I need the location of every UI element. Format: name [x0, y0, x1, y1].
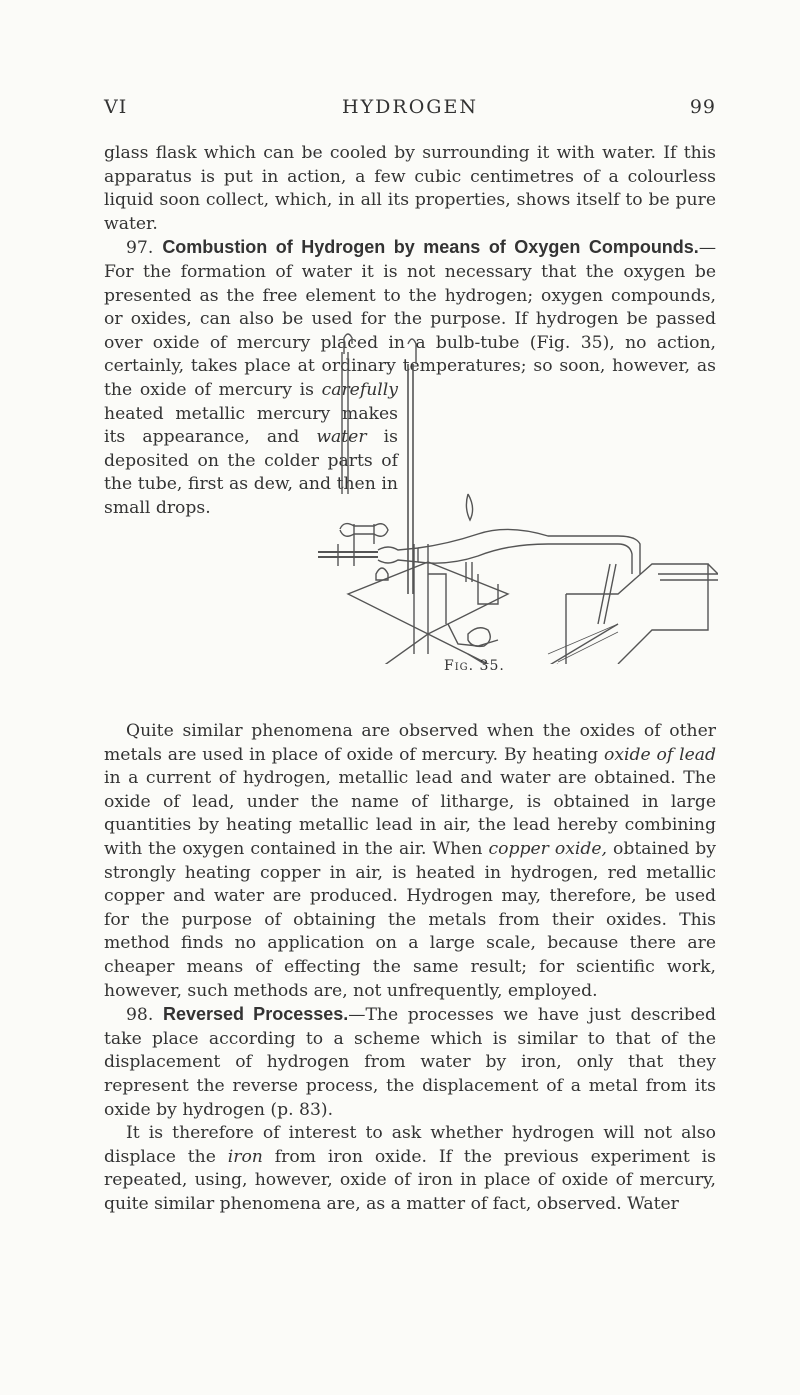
emphasis: copper oxide, — [488, 838, 608, 859]
p2-text-c: obtained by strongly heating copper in air, is heated in hydrogen, red metallic copper and water are produced. Hydrogen may, therefore, be used for the purpose of obtaining the metals from their oxides. This method finds no application on a large scale, because there are cheaper means of effecting the same result; for scientific work, however, such methods are, not unfrequently, employed. — [104, 838, 716, 1001]
page-title: HYDROGEN — [342, 96, 478, 118]
chapter-number: VI — [104, 96, 128, 118]
section-97-text-a: —For the formation of water it is not necessary that the oxygen be presented as the free element to the hydrogen; oxygen compounds, or oxides, can also be used for the purpose. If hydrogen be passed over oxide of mercury placed in a bulb-tube (Fig. 35), no action, certainly, takes place at ordinary temperatures; so soon, however, as the oxide of mercury is — [104, 238, 716, 400]
section-heading: Reversed Processes. — [162, 1004, 349, 1025]
bulb-tube-apparatus-illustration — [318, 244, 718, 664]
p2-text-a: Quite similar phenomena are observed when the oxides of other metals are used in place of oxide of mercury. By heating — [104, 721, 716, 765]
section-97-text-b: heated metallic mercury makes its appearance, and — [104, 403, 398, 448]
paragraph-continuation: glass flask which can be cooled by surrounding it with water. If this apparatus is put in action, a few cubic centimetres of a colourless liquid soon collect, which, in all its properties, shows itself to be pure water. — [104, 143, 716, 234]
main-text-continued — [104, 720, 716, 1216]
paragraph-iron — [104, 1122, 716, 1216]
running-header — [104, 96, 716, 122]
p2-text-b: in a current of hydrogen, metallic lead and water are obtained. The oxide of lead, under the name of litharge, is obtained in large quantities by heating metallic lead in air, the lead hereby combining with the oxygen contained in the air. When — [104, 768, 716, 859]
emphasis: carefully — [321, 379, 398, 400]
figure-caption: Fig. 35. — [444, 658, 505, 674]
section-97-text-c: is deposited on the colder parts of the tube, first as dew, and then in small drops. — [104, 427, 398, 518]
section-98 — [104, 1003, 716, 1122]
section-number: 98. — [126, 1005, 154, 1026]
paragraph-oxides — [104, 720, 716, 1003]
section-number: 97. — [126, 238, 154, 259]
p3-text-b: from iron oxide. If the previous experiment is repeated, using, however, oxide of iron in place of oxide of mercury, quite similar phenomena are, as a matter of fact, observed. Water — [104, 1146, 716, 1214]
section-98-text: —The processes we have just described take place according to a scheme which is similar to that of the displacement of hydrogen from water by iron, only that they represent the reverse process, the displacement of a metal from its oxide by hydrogen (p. 83). — [104, 1005, 716, 1120]
emphasis: oxide of lead — [603, 744, 716, 765]
figure-35 — [318, 244, 718, 684]
page-number: 99 — [689, 96, 716, 118]
emphasis: water — [316, 427, 367, 448]
section-heading: Combustion of Hydrogen by means of Oxygen Compounds. — [162, 237, 699, 258]
p3-text-a: It is therefore of interest to ask whether hydrogen will not also displace the — [104, 1123, 716, 1167]
emphasis: iron — [227, 1146, 263, 1167]
